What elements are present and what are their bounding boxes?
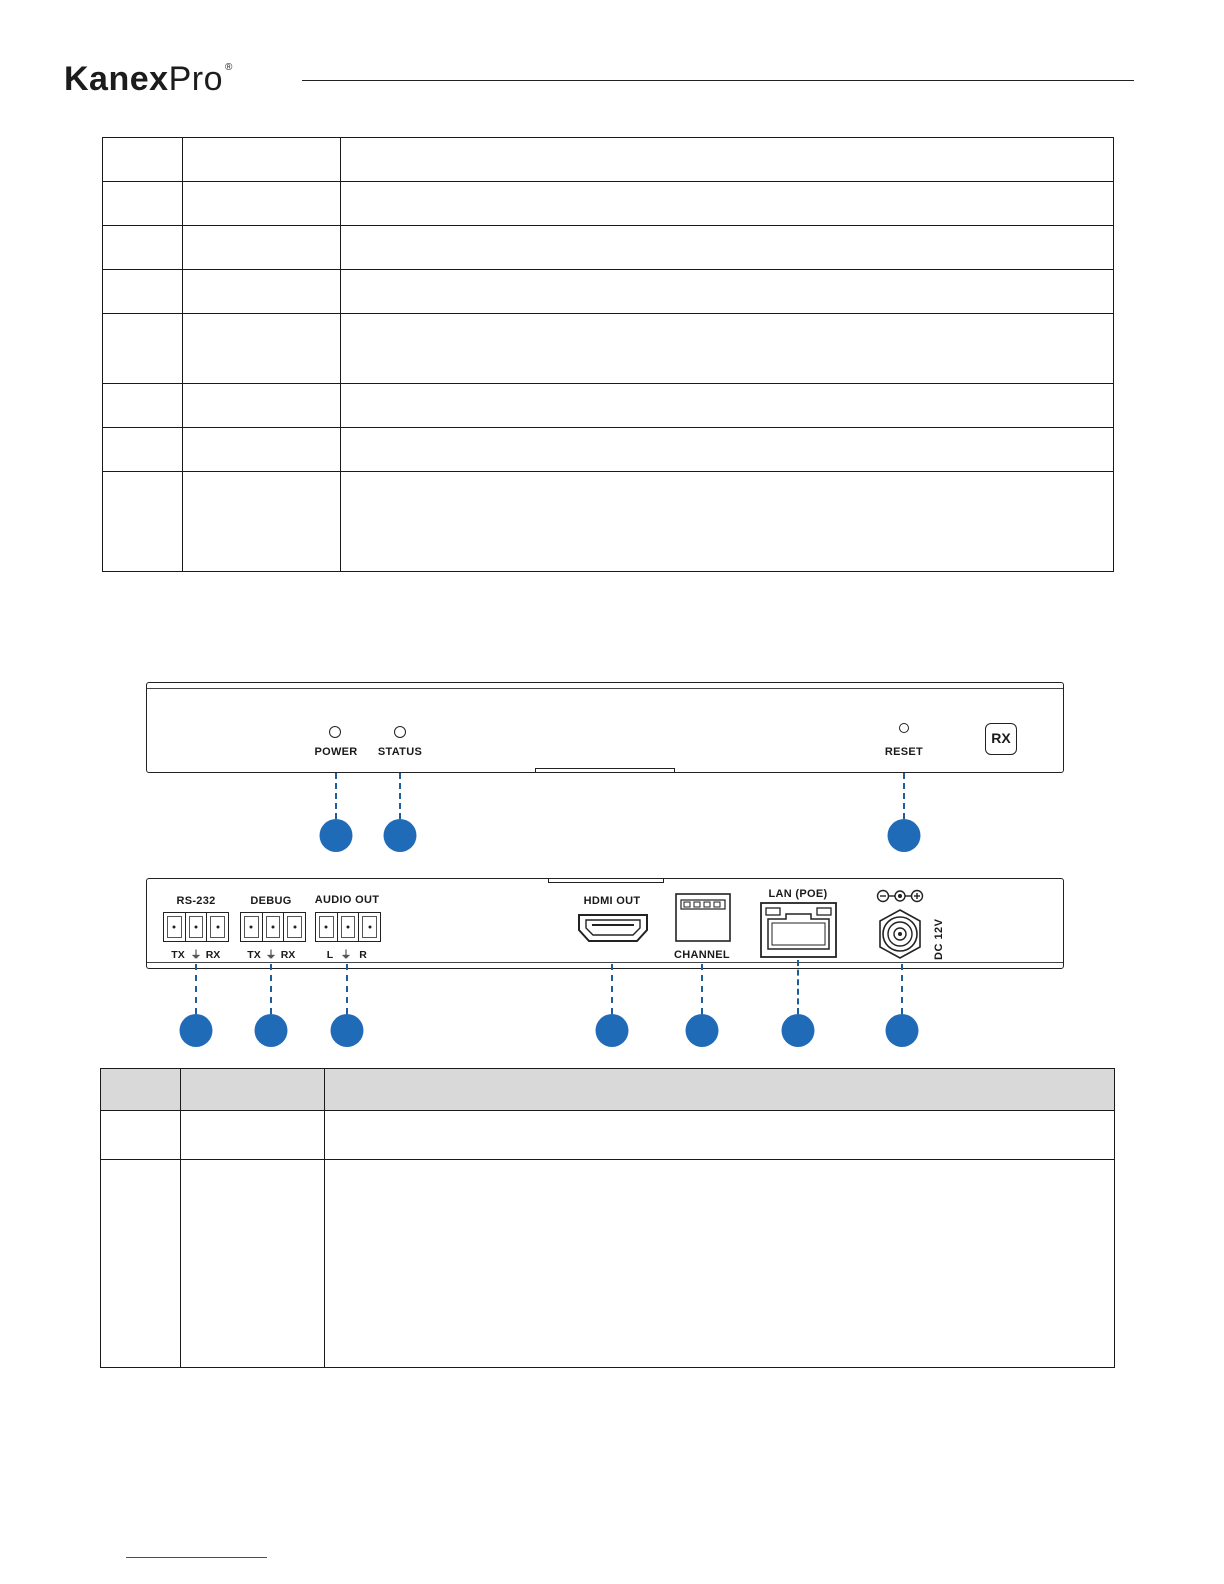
table-cell [183,314,341,384]
table-cell [103,138,183,182]
table-cell [341,314,1114,384]
table-cell [183,270,341,314]
rs232-tx-label: TX [171,949,185,961]
table-cell [183,472,341,572]
table-row [101,1160,1115,1368]
rx-badge: RX [985,723,1017,755]
table-row [103,182,1114,226]
table-cell [101,1160,181,1368]
dc-power-jack-icon [874,908,926,960]
callout-line [797,960,799,1014]
power-led-icon [329,726,341,738]
table-cell [101,1111,181,1160]
table-header-cell [181,1069,325,1111]
hdmi-port-icon [576,912,650,944]
debug-label: DEBUG [250,895,292,907]
table-cell [183,428,341,472]
audio-out-label: AUDIO OUT [314,894,380,906]
dc-12v-label: DC 12V [933,918,945,960]
callout-marker [255,1014,288,1047]
brand-name-bold: Kanex [64,60,169,98]
ground-icon: ⏚ [340,949,352,961]
callout-marker [888,819,921,852]
ground-icon: ⏚ [265,949,277,961]
table-cell [341,138,1114,182]
table-cell [341,428,1114,472]
lan-port-icon [760,902,837,958]
lan-poe-label: LAN (POE) [768,888,828,900]
table-cell [103,270,183,314]
debug-terminal-icon [240,912,306,942]
callout-line [611,964,613,1014]
table-row [103,270,1114,314]
callout-line [195,964,197,1014]
table-cell [103,314,183,384]
audio-left-label: L [326,949,334,961]
audio-terminal-icon [315,912,381,942]
table-cell [183,182,341,226]
top-spec-table [102,137,1114,572]
header-rule [302,80,1134,81]
status-led-icon [394,726,406,738]
debug-tx-label: TX [247,949,261,961]
callout-line [270,964,272,1014]
table-cell [103,384,183,428]
callout-line [701,964,703,1014]
table-cell [183,226,341,270]
table-header-cell [101,1069,181,1111]
table-row [103,428,1114,472]
rs232-label: RS-232 [176,895,216,907]
table-row [103,384,1114,428]
table-cell [103,428,183,472]
table-header-cell [325,1069,1115,1111]
callout-marker [686,1014,719,1047]
table-cell [183,384,341,428]
table-cell [103,182,183,226]
callout-line [903,773,905,819]
table-cell [341,472,1114,572]
footer-link-underline[interactable] [126,1557,267,1558]
rs232-rx-label: RX [205,949,221,961]
table-row [103,472,1114,572]
table-cell [181,1160,325,1368]
table-cell [103,226,183,270]
dc-polarity-icon [876,888,924,904]
callout-line [399,773,401,819]
bottom-spec-table [100,1068,1115,1368]
reset-label: RESET [884,746,924,758]
table-row [101,1111,1115,1160]
callout-line [901,964,903,1014]
table-cell [341,384,1114,428]
table-cell [341,182,1114,226]
callout-marker [331,1014,364,1047]
channel-label: CHANNEL [674,949,730,961]
callout-marker [596,1014,629,1047]
debug-rx-label: RX [280,949,296,961]
power-label: POWER [314,746,358,758]
table-cell [341,270,1114,314]
table-cell [325,1160,1115,1368]
table-cell [103,472,183,572]
audio-right-label: R [359,949,367,961]
table-row [103,226,1114,270]
panel-tab [535,768,675,773]
panel-edge-line [147,688,1063,689]
registered-mark: ® [224,62,233,73]
callout-line [346,964,348,1014]
hdmi-out-label: HDMI OUT [583,895,641,907]
status-label: STATUS [377,746,423,758]
channel-switch-icon [675,893,731,943]
rs232-terminal-icon [163,912,229,942]
reset-button-icon [899,723,909,733]
table-header-row [101,1069,1115,1111]
callout-marker [384,819,417,852]
brand-logo [64,60,233,99]
callout-marker [782,1014,815,1047]
table-row [103,314,1114,384]
brand-name-light: Pro [168,60,223,98]
panel-edge-line [147,962,1063,963]
front-panel-diagram [146,682,1064,773]
callout-marker [180,1014,213,1047]
table-cell [183,138,341,182]
table-row [103,138,1114,182]
table-cell [181,1111,325,1160]
table-cell [341,226,1114,270]
callout-marker [886,1014,919,1047]
ground-icon: ⏚ [190,949,202,961]
callout-marker [320,819,353,852]
callout-line [335,773,337,819]
table-cell [325,1111,1115,1160]
